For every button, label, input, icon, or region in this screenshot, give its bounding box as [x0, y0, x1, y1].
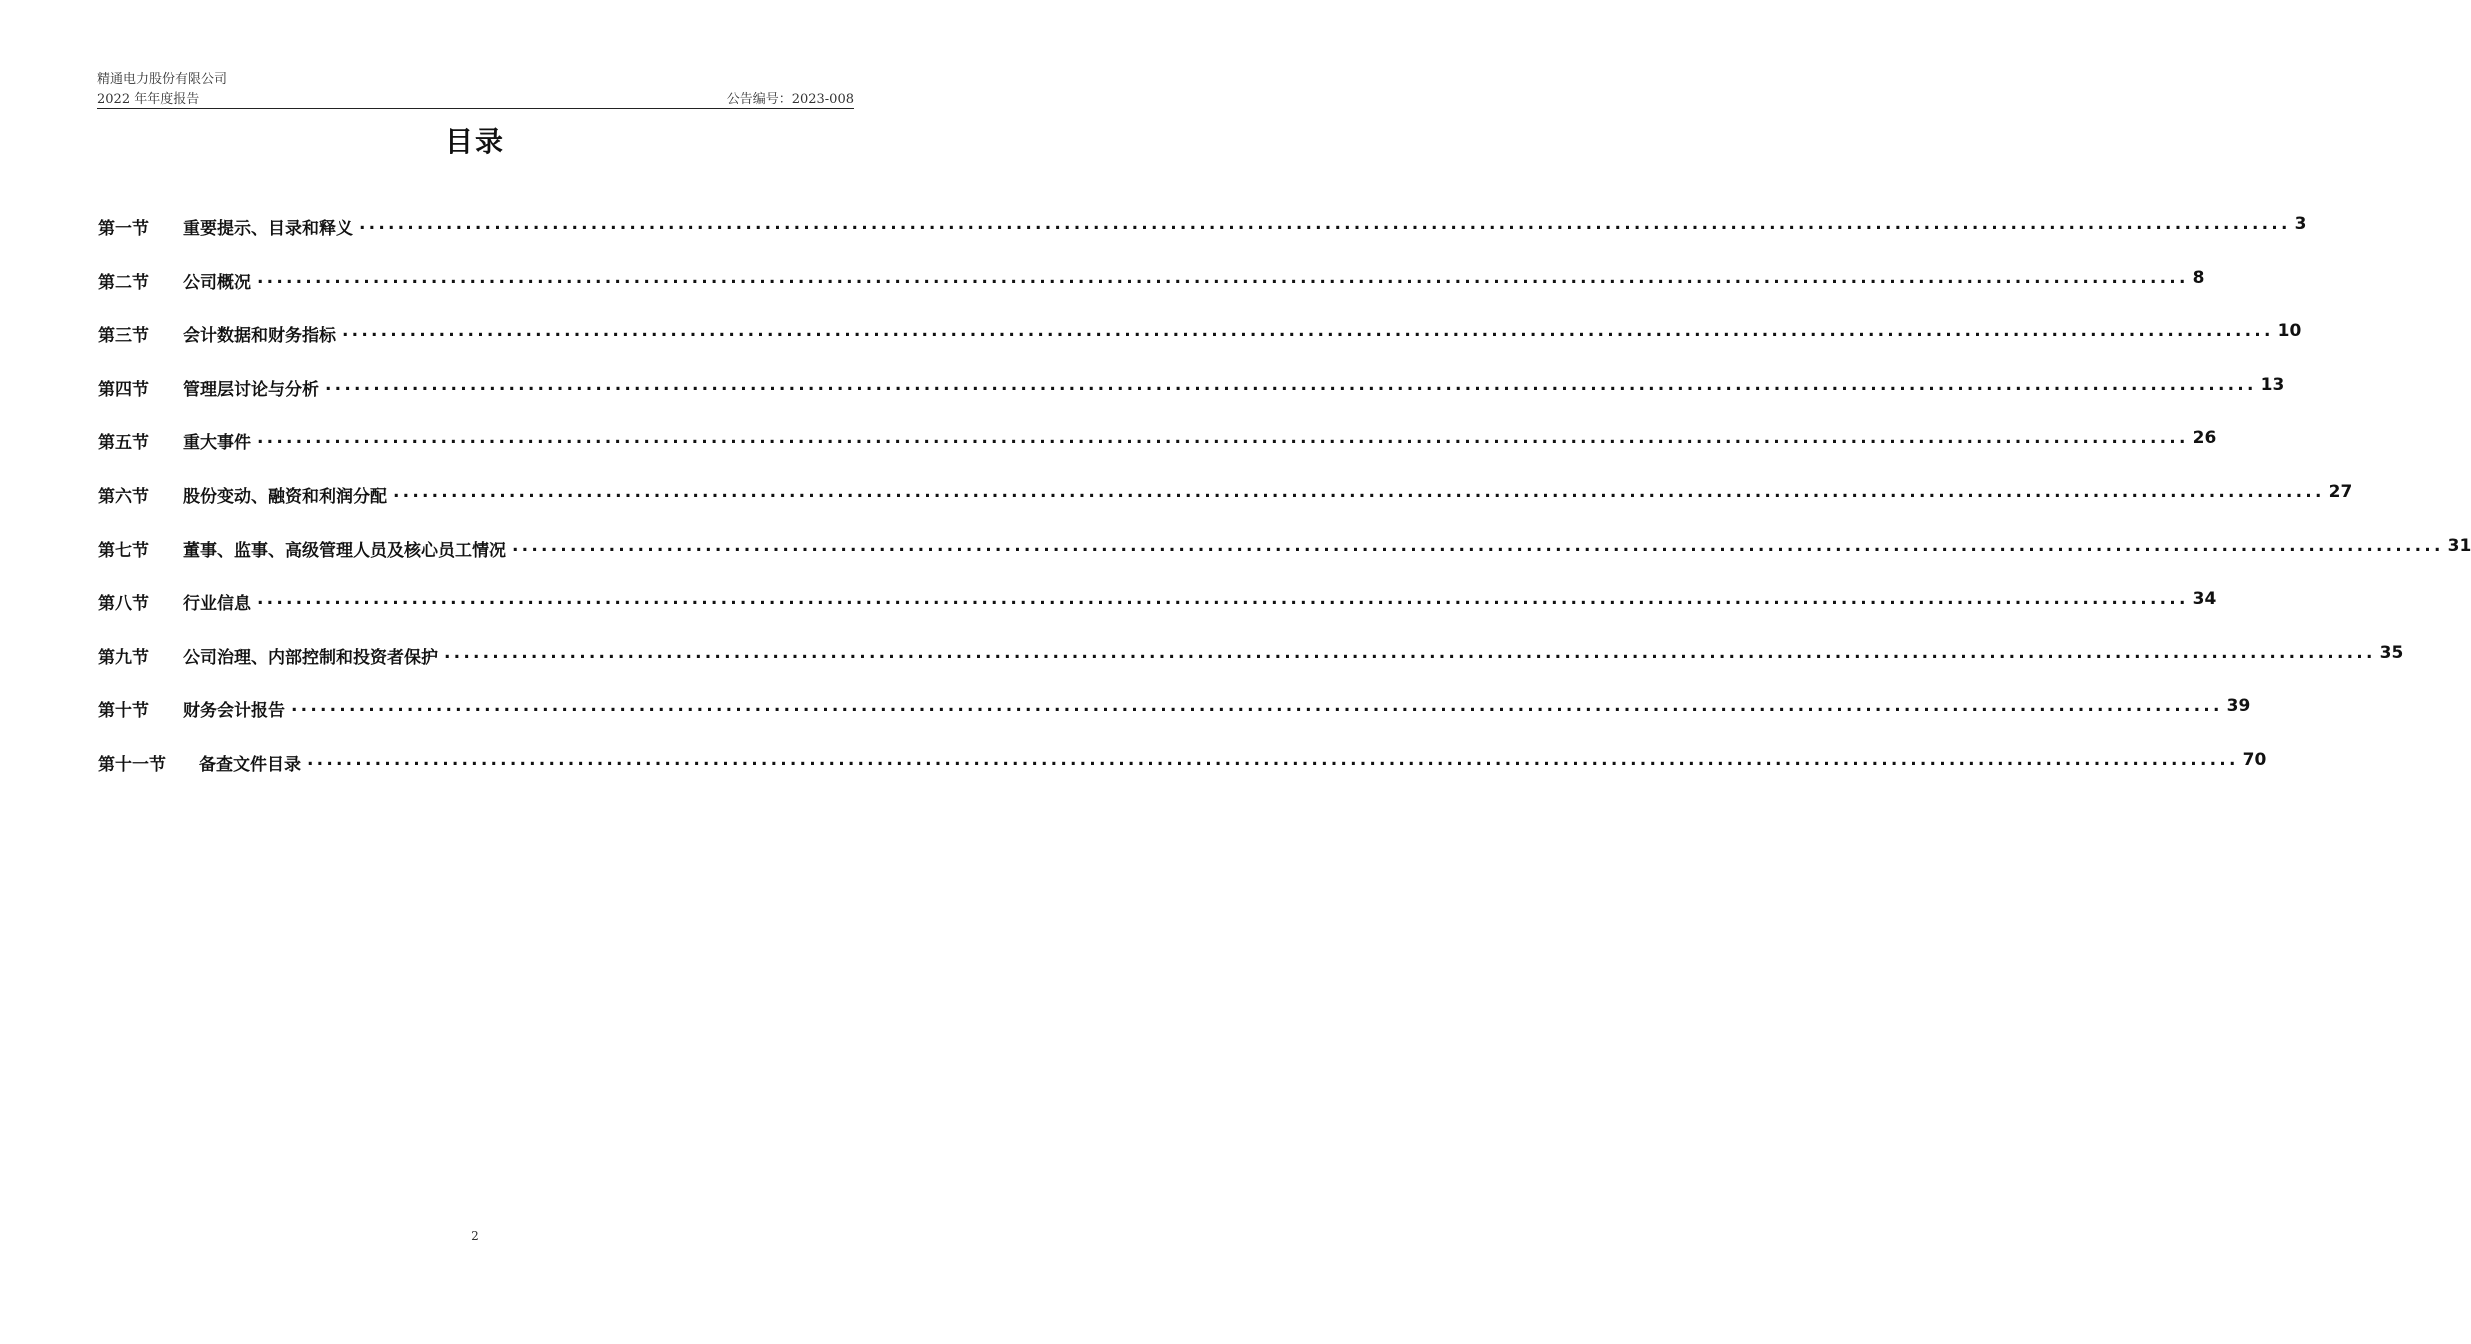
toc-page-number: 3 — [2294, 214, 2307, 234]
toc-entry[interactable] — [98, 214, 2307, 268]
toc-section-title: 备查文件目录 — [199, 754, 301, 775]
toc-page-number: 31 — [2447, 535, 2471, 556]
toc-section-title: 管理层讨论与分析 — [183, 379, 319, 400]
toc-section-title: 会计数据和财务指标 — [183, 326, 336, 347]
toc-leader-dots: ........................................................................................................................................................................................................ — [393, 481, 2325, 502]
toc-page-number: 8 — [2192, 267, 2205, 288]
toc-entry[interactable] — [98, 642, 2404, 697]
toc-section-title: 重要提示、目录和释义 — [183, 219, 353, 239]
page-footer-number: 2 — [471, 1229, 479, 1243]
toc-section-number: 第十一节 — [98, 754, 166, 775]
header-company-name: 精通电力股份有限公司 — [97, 72, 228, 87]
toc-entry[interactable] — [98, 267, 2205, 322]
toc-leader-dots: ........................................................................................................................................................................................................ — [257, 267, 2189, 288]
toc-entry[interactable] — [98, 535, 2471, 590]
toc-page-number: 10 — [2277, 321, 2302, 342]
toc-section-number: 第六节 — [98, 486, 149, 507]
toc-leader-dots: ........................................................................................................................................................................................................ — [307, 749, 2239, 770]
toc-entry[interactable] — [98, 321, 2302, 375]
toc-page-number: 35 — [2379, 642, 2404, 663]
toc-entry[interactable] — [98, 589, 2217, 643]
toc-section-number: 第七节 — [98, 540, 149, 561]
toc-section-number: 第九节 — [98, 647, 149, 668]
toc-entry[interactable] — [98, 374, 2285, 429]
toc-entry[interactable] — [98, 696, 2251, 750]
toc-page-number: 34 — [2192, 589, 2217, 610]
header-report-title: 2022 年年度报告 — [97, 92, 200, 107]
toc-leader-dots: ........................................................................................................................................................................................................ — [257, 428, 2189, 449]
page-title: 目录 — [444, 125, 505, 158]
toc-section-title: 行业信息 — [183, 594, 251, 615]
toc-page-number: 13 — [2260, 374, 2285, 395]
toc-section-number: 第一节 — [98, 219, 149, 239]
page-header — [97, 68, 854, 109]
toc-section-title: 公司概况 — [183, 272, 251, 293]
toc-section-number: 第三节 — [98, 326, 149, 347]
toc-page-number: 27 — [2328, 481, 2353, 502]
toc-section-title: 财务会计报告 — [183, 701, 285, 722]
toc-leader-dots: ........................................................................................................................................................................................................ — [257, 589, 2189, 610]
toc-page-number: 26 — [2192, 428, 2217, 449]
toc-leader-dots: ........................................................................................................................................................................................................ — [325, 374, 2257, 395]
toc-section-title: 公司治理、内部控制和投资者保护 — [183, 647, 438, 668]
table-of-contents — [98, 214, 2471, 804]
toc-section-number: 第八节 — [98, 594, 149, 615]
toc-leader-dots: ........................................................................................................................................................................................................ — [444, 642, 2376, 663]
toc-section-number: 第二节 — [98, 272, 149, 293]
toc-page-number: 70 — [2242, 749, 2267, 770]
toc-entry[interactable] — [98, 481, 2353, 536]
toc-section-title: 重大事件 — [183, 433, 251, 454]
toc-section-title: 董事、监事、高级管理人员及核心员工情况 — [183, 540, 506, 561]
toc-section-number: 第五节 — [98, 433, 149, 454]
toc-leader-dots: ........................................................................................................................................................................................................ — [291, 696, 2223, 717]
toc-section-number: 第十节 — [98, 701, 149, 722]
header-notice-number: 公告编号：2023-008 — [726, 92, 854, 107]
toc-leader-dots: ........................................................................................................................................................................................................ — [512, 535, 2444, 556]
toc-leader-dots: ........................................................................................................................................................................................................ — [342, 321, 2274, 342]
toc-entry[interactable] — [98, 428, 2217, 482]
toc-leader-dots: ........................................................................................................................................................................................................ — [359, 214, 2291, 234]
toc-entry[interactable] — [98, 749, 2267, 804]
toc-page-number: 39 — [2226, 696, 2251, 717]
toc-section-number: 第四节 — [98, 379, 149, 400]
toc-section-title: 股份变动、融资和利润分配 — [183, 486, 387, 507]
